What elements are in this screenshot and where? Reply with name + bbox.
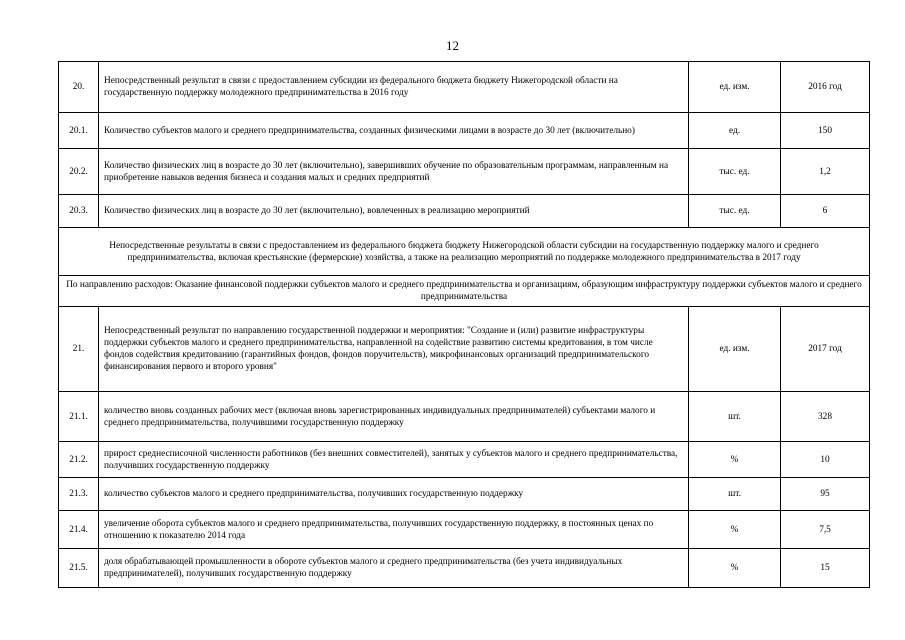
section-header-row: [59, 276, 870, 307]
row-value: 150: [781, 113, 870, 149]
row-number: 21.2.: [59, 442, 99, 478]
row-description: Количество субъектов малого и среднего предпринимательства, созданных физическими лицами в возрасте до 30 лет (включительно): [99, 113, 689, 149]
row-value: 10: [781, 442, 870, 478]
row-unit: %: [689, 549, 781, 588]
table-row: [59, 113, 870, 149]
row-description: количество вновь созданных рабочих мест (включая вновь зарегистрированных индивидуальных предпринимателей) субъектами малого и среднего предпринимательства, получившими государственную поддержку: [99, 392, 689, 442]
row-description: Непосредственный результат по направлению государственной поддержки и мероприятия: "Создание и (или) развитие инфраструктуры поддержки субъектов малого и среднего предпринимательства, направленной на содействие развитию системы кредитования, в том числе фондов содействия кредитованию (гарантийных фондов, фондов поручительств), микрофинансовых организаций предпринимательского финансирования первого и второго уровня": [99, 307, 689, 392]
row-description: увеличение оборота субъектов малого и среднего предпринимательства, получивших государственную поддержку, в постоянных ценах по отношению к показателю 2014 года: [99, 511, 689, 549]
table-row: [59, 195, 870, 228]
indicators-table: [58, 61, 870, 588]
section-header: Непосредственные результаты в связи с предоставлением из федерального бюджета бюджету Нижегородской области субсидии на государственную поддержку малого и среднего предпринимательства, включая крестьянские (фермерские) хозяйства, а также на реализацию мероприятий по поддержке молодежного предпринимательства в 2017 году: [59, 228, 870, 276]
table-row: [59, 62, 870, 113]
row-unit: %: [689, 511, 781, 549]
table-row: [59, 149, 870, 195]
section-header: По направлению расходов: Оказание финансовой поддержки субъектов малого и среднего предпринимательства и организациям, образующим инфраструктуру поддержки субъектов малого и среднего предпринимательства: [59, 276, 870, 307]
page-number: 12: [446, 38, 459, 53]
row-value: 6: [781, 195, 870, 228]
row-value: 2016 год: [781, 62, 870, 113]
row-value: 95: [781, 478, 870, 511]
row-number: 20.: [59, 62, 99, 113]
table-row: [59, 511, 870, 549]
row-number: 21.4.: [59, 511, 99, 549]
row-number: 21.: [59, 307, 99, 392]
row-description: количество субъектов малого и среднего предпринимательства, получивших государственную поддержку: [99, 478, 689, 511]
row-number: 20.2.: [59, 149, 99, 195]
row-value: 328: [781, 392, 870, 442]
row-value: 1,2: [781, 149, 870, 195]
row-value: 7,5: [781, 511, 870, 549]
row-unit: тыс. ед.: [689, 195, 781, 228]
row-unit: %: [689, 442, 781, 478]
row-number: 21.1.: [59, 392, 99, 442]
row-description: прирост среднесписочной численности работников (без внешних совместителей), занятых у субъектов малого и среднего предпринимательства, получивших государственную поддержку: [99, 442, 689, 478]
row-unit: шт.: [689, 478, 781, 511]
row-value: 2017 год: [781, 307, 870, 392]
row-unit: шт.: [689, 392, 781, 442]
row-number: 20.1.: [59, 113, 99, 149]
row-value: 15: [781, 549, 870, 588]
row-number: 20.3.: [59, 195, 99, 228]
row-unit: ед.: [689, 113, 781, 149]
table-row: [59, 307, 870, 392]
table-row: [59, 392, 870, 442]
row-unit: ед. изм.: [689, 307, 781, 392]
row-unit: ед. изм.: [689, 62, 781, 113]
row-description: Количество физических лиц в возрасте до 30 лет (включительно), вовлеченных в реализацию мероприятий: [99, 195, 689, 228]
table-row: [59, 478, 870, 511]
row-description: доля обрабатывающей промышленности в обороте субъектов малого и среднего предпринимательства (без учета индивидуальных предпринимателей), получивших государственную поддержку: [99, 549, 689, 588]
row-number: 21.3.: [59, 478, 99, 511]
row-description: Непосредственный результат в связи с предоставлением субсидии из федерального бюджета бюджету Нижегородской области на государственную поддержку молодежного предпринимательства в 2016 году: [99, 62, 689, 113]
row-description: Количество физических лиц в возрасте до 30 лет (включительно), завершивших обучение по образовательным программам, направленным на приобретение навыков ведения бизнеса и создания малых и средних предприятий: [99, 149, 689, 195]
table-row: [59, 442, 870, 478]
row-unit: тыс. ед.: [689, 149, 781, 195]
table-row: [59, 549, 870, 588]
row-number: 21.5.: [59, 549, 99, 588]
section-header-row: [59, 228, 870, 276]
